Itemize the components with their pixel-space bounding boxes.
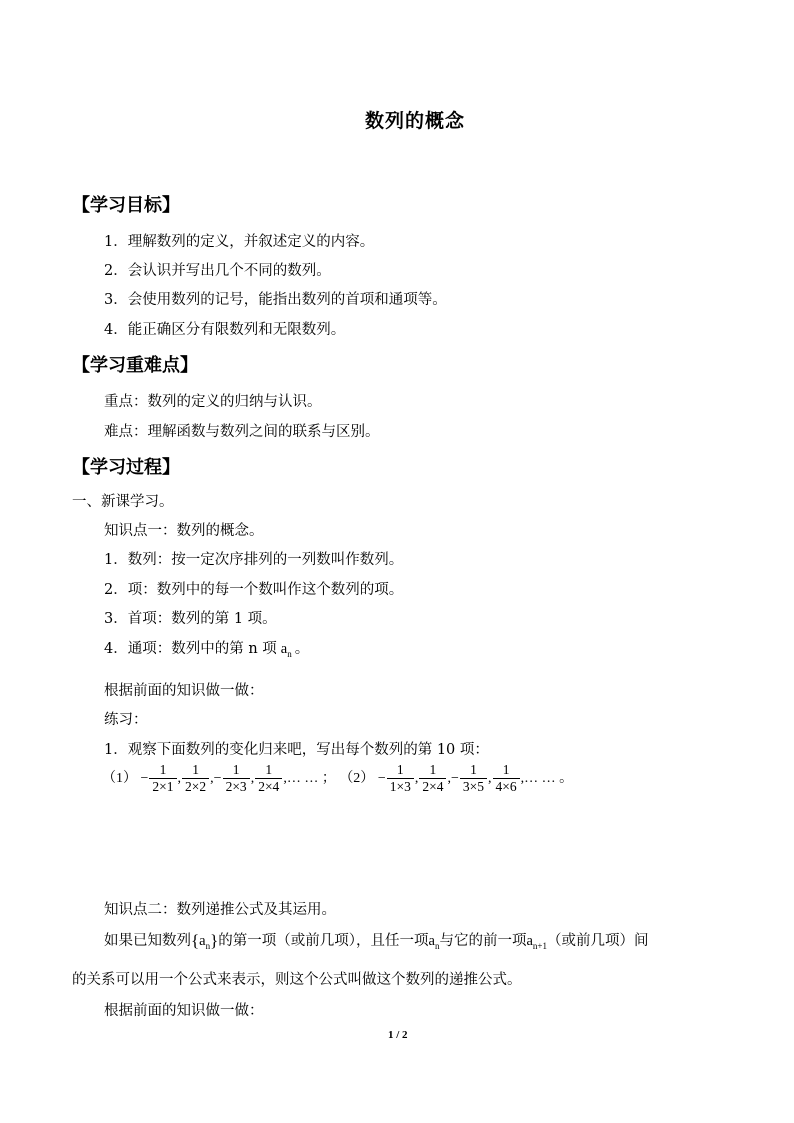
key-points-heading: 【学习重难点】 [72,355,198,376]
goal-item: 4．能正确区分有限数列和无限数列。 [104,322,346,338]
kp1-item: 4．通项：数列中的第 n 项 $a_n$ 。 [104,641,310,659]
term-sign: , [488,771,492,786]
do-it-prompt: 根据前面的知识做一做： [104,683,264,699]
term-sign: , [250,771,255,786]
page-title: 数列的概念 [365,110,466,132]
term-sign: − [140,771,149,786]
fraction-term [223,762,250,795]
fraction-term [460,762,487,795]
kp2-paragraph-line1: 如果已知数列$\{a_n\}$的第一项（或前几项），且任一项$a_n$与它的前一项$a_{n+1}$（或前几项）间 [104,931,649,951]
sequences-row [102,761,573,797]
fraction-numerator: 1 [223,762,250,779]
fraction-term [493,762,520,795]
kp2-paragraph-line2: 的关系可以用一个公式来表示，则这个公式叫做这个数列的递推公式。 [72,972,522,988]
fraction-denominator: 2×1 [152,779,174,795]
fraction-denominator: 2×3 [225,779,247,795]
goal-item: 1．理解数列的定义，并叙述定义的内容。 [104,234,375,250]
fraction-term [419,762,446,795]
focus-text: 重点：数列的定义的归纳与认识。 [104,394,322,410]
fraction-denominator: 3×5 [462,779,484,795]
fraction-numerator: 1 [419,762,446,779]
practice-label: 练习： [104,712,148,728]
fraction-term [255,762,282,795]
fraction-numerator: 1 [149,762,176,779]
kp1-item: 1．数列：按一定次序排列的一列数叫作数列。 [104,552,404,568]
fraction-denominator: 2×4 [258,779,280,795]
part1-title: 一、新课学习。 [72,494,174,510]
kp1-title: 知识点一：数列的概念。 [104,523,264,539]
term-sign: ,− [210,771,222,786]
term-sign: , [177,771,182,786]
fraction-term [182,762,209,795]
goal-item: 2．会认识并写出几个不同的数列。 [104,263,331,279]
process-heading: 【学习过程】 [72,457,180,478]
kp1-item: 3．首项：数列的第 1 项。 [104,611,277,627]
fraction-numerator: 1 [182,762,209,779]
do-it-prompt-2: 根据前面的知识做一做： [104,1003,264,1019]
kp1-item: 2．项：数列中的每一个数叫作这个数列的项。 [104,582,404,598]
kp2-title: 知识点二：数列递推公式及其运用。 [104,902,336,918]
page-number: 1 / 2 [388,1029,408,1041]
seq2-tail: ,… … 。 [520,771,574,786]
fraction-denominator: 2×2 [185,779,207,795]
fraction-denominator: 4×6 [495,779,517,795]
fraction-numerator: 1 [493,762,520,779]
fraction-denominator: 1×3 [389,779,411,795]
seq1-label: （1） [102,771,137,786]
goal-item: 3．会使用数列的记号，能指出数列的首项和通项等。 [104,292,447,308]
goals-heading: 【学习目标】 [72,195,180,216]
term-sign: ,− [447,771,459,786]
difficulty-text: 难点：理解函数与数列之间的联系与区别。 [104,424,380,440]
fraction-numerator: 1 [460,762,487,779]
term-sign: − [377,771,386,786]
fraction-term [149,762,176,795]
fraction-numerator: 1 [387,762,414,779]
fraction-term [387,762,414,795]
exercise-1: 1．观察下面数列的变化归来吧，写出每个数列的第 10 项： [104,742,489,758]
fraction-denominator: 2×4 [422,779,444,795]
seq2-label: （2） [339,771,375,786]
term-sign: , [414,771,419,786]
seq1-tail: ,… … ； [283,771,336,786]
fraction-numerator: 1 [255,762,282,779]
